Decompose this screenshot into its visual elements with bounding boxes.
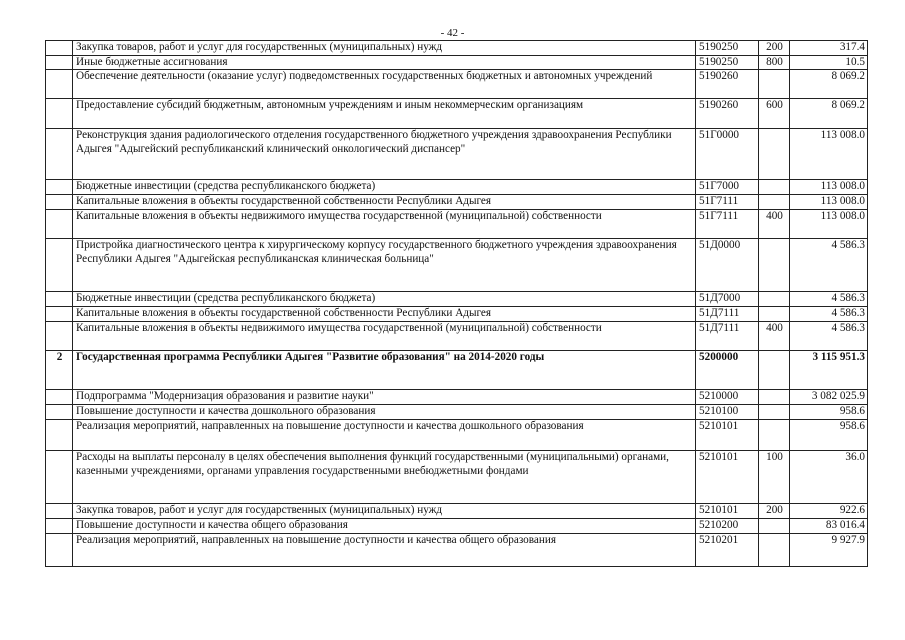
amount: 4 586.3: [790, 239, 868, 292]
amount: 317.4: [790, 41, 868, 56]
row-number: [46, 129, 73, 180]
item-name: Закупка товаров, работ и услуг для государственных (муниципальных) нужд: [73, 41, 696, 56]
target-code: 51Г7111: [696, 210, 759, 239]
item-name: Закупка товаров, работ и услуг для государственных (муниципальных) нужд: [73, 504, 696, 519]
table-row: [46, 420, 868, 451]
expense-type: [759, 70, 790, 99]
row-number: [46, 451, 73, 504]
table-row: [46, 504, 868, 519]
item-name: Предоставление субсидий бюджетным, автономным учреждениям и иным некоммерческим организациям: [73, 99, 696, 129]
target-code: 51Д7111: [696, 307, 759, 322]
expense-type: [759, 129, 790, 180]
row-number: [46, 180, 73, 195]
item-name: Подпрограмма "Модернизация образования и развитие науки": [73, 390, 696, 405]
target-code: 51Д7000: [696, 292, 759, 307]
target-code: 5210000: [696, 390, 759, 405]
expense-type: [759, 351, 790, 390]
amount: 36.0: [790, 451, 868, 504]
expense-type: [759, 519, 790, 534]
expense-type: 600: [759, 99, 790, 129]
table-row: [46, 519, 868, 534]
table-row: [46, 70, 868, 99]
table-row: [46, 451, 868, 504]
target-code: 5210101: [696, 451, 759, 504]
expense-type: [759, 420, 790, 451]
amount: 958.6: [790, 420, 868, 451]
item-name: Иные бюджетные ассигнования: [73, 55, 696, 70]
row-number: [46, 70, 73, 99]
amount: 958.6: [790, 405, 868, 420]
row-number: [46, 504, 73, 519]
item-name: Капитальные вложения в объекты недвижимого имущества государственной (муниципальной) собственности: [73, 210, 696, 239]
item-name: Повышение доступности и качества дошкольного образования: [73, 405, 696, 420]
amount: 10.5: [790, 55, 868, 70]
target-code: 51Г0000: [696, 129, 759, 180]
target-code: 51Д0000: [696, 239, 759, 292]
amount: 113 008.0: [790, 195, 868, 210]
row-number: [46, 292, 73, 307]
table-row: [46, 292, 868, 307]
amount: 3 082 025.9: [790, 390, 868, 405]
amount: 3 115 951.3: [790, 351, 868, 390]
table-row: [46, 390, 868, 405]
item-name: Пристройка диагностического центра к хирургическому корпусу государственного бюджетного учреждения здравоохранения Республики Адыгея "Адыгейская республиканская клиническая больница": [73, 239, 696, 292]
item-name: Капитальные вложения в объекты государственной собственности Республики Адыгея: [73, 307, 696, 322]
expense-type: [759, 534, 790, 567]
table-row: [46, 99, 868, 129]
row-number: [46, 210, 73, 239]
table-row: [46, 351, 868, 390]
expense-type: 200: [759, 41, 790, 56]
expense-type: [759, 292, 790, 307]
item-name: Расходы на выплаты персоналу в целях обеспечения выполнения функций государственными (муниципальными) органами, казенными учреждениями, органами управления государственными внебюджетными фондами: [73, 451, 696, 504]
target-code: 5210201: [696, 534, 759, 567]
page-number: - 42 -: [440, 27, 465, 39]
row-number: [46, 390, 73, 405]
row-number: [46, 405, 73, 420]
amount: 83 016.4: [790, 519, 868, 534]
expense-type: 400: [759, 322, 790, 351]
target-code: 51Г7111: [696, 195, 759, 210]
amount: 113 008.0: [790, 180, 868, 195]
row-number: [46, 322, 73, 351]
row-number: [46, 55, 73, 70]
amount: 4 586.3: [790, 292, 868, 307]
item-name: Бюджетные инвестиции (средства республиканского бюджета): [73, 180, 696, 195]
amount: 8 069.2: [790, 70, 868, 99]
amount: 9 927.9: [790, 534, 868, 567]
item-name: Бюджетные инвестиции (средства республиканского бюджета): [73, 292, 696, 307]
amount: 8 069.2: [790, 99, 868, 129]
row-number: [46, 519, 73, 534]
target-code: 5210101: [696, 504, 759, 519]
budget-table: [45, 40, 868, 567]
target-code: 5200000: [696, 351, 759, 390]
item-name: Реализация мероприятий, направленных на повышение доступности и качества дошкольного образования: [73, 420, 696, 451]
row-number: [46, 239, 73, 292]
table-row: [46, 210, 868, 239]
expense-type: [759, 307, 790, 322]
expense-type: 800: [759, 55, 790, 70]
target-code: 5210200: [696, 519, 759, 534]
expense-type: [759, 390, 790, 405]
amount: 922.6: [790, 504, 868, 519]
table-row: [46, 129, 868, 180]
target-code: 5190260: [696, 70, 759, 99]
row-number: [46, 534, 73, 567]
target-code: 5190250: [696, 41, 759, 56]
table-row: [46, 41, 868, 56]
target-code: 51Г7000: [696, 180, 759, 195]
budget-table-body: [46, 41, 868, 567]
table-row: [46, 239, 868, 292]
amount: 4 586.3: [790, 322, 868, 351]
expense-type: [759, 239, 790, 292]
target-code: 51Д7111: [696, 322, 759, 351]
item-name: Повышение доступности и качества общего образования: [73, 519, 696, 534]
target-code: 5210100: [696, 405, 759, 420]
item-name: Обеспечение деятельности (оказание услуг) подведомственных государственных бюджетных и автономных учреждений: [73, 70, 696, 99]
expense-type: 200: [759, 504, 790, 519]
row-number: 2: [46, 351, 73, 390]
target-code: 5190250: [696, 55, 759, 70]
table-row: [46, 534, 868, 567]
item-name: Капитальные вложения в объекты государственной собственности Республики Адыгея: [73, 195, 696, 210]
row-number: [46, 41, 73, 56]
item-name: Государственная программа Республики Адыгея "Развитие образования" на 2014-2020 годы: [73, 351, 696, 390]
target-code: 5210101: [696, 420, 759, 451]
table-row: [46, 55, 868, 70]
target-code: 5190260: [696, 99, 759, 129]
row-number: [46, 195, 73, 210]
item-name: Капитальные вложения в объекты недвижимого имущества государственной (муниципальной) собственности: [73, 322, 696, 351]
table-row: [46, 307, 868, 322]
table-row: [46, 195, 868, 210]
expense-type: [759, 180, 790, 195]
row-number: [46, 99, 73, 129]
item-name: Реконструкция здания радиологического отделения государственного бюджетного учреждения здравоохранения Республики Адыгея "Адыгейский республиканский клинический онкологический диспансер": [73, 129, 696, 180]
row-number: [46, 420, 73, 451]
amount: 113 008.0: [790, 210, 868, 239]
expense-type: 100: [759, 451, 790, 504]
table-row: [46, 405, 868, 420]
expense-type: 400: [759, 210, 790, 239]
amount: 4 586.3: [790, 307, 868, 322]
expense-type: [759, 405, 790, 420]
table-row: [46, 180, 868, 195]
expense-type: [759, 195, 790, 210]
table-row: [46, 322, 868, 351]
item-name: Реализация мероприятий, направленных на повышение доступности и качества общего образования: [73, 534, 696, 567]
amount: 113 008.0: [790, 129, 868, 180]
row-number: [46, 307, 73, 322]
